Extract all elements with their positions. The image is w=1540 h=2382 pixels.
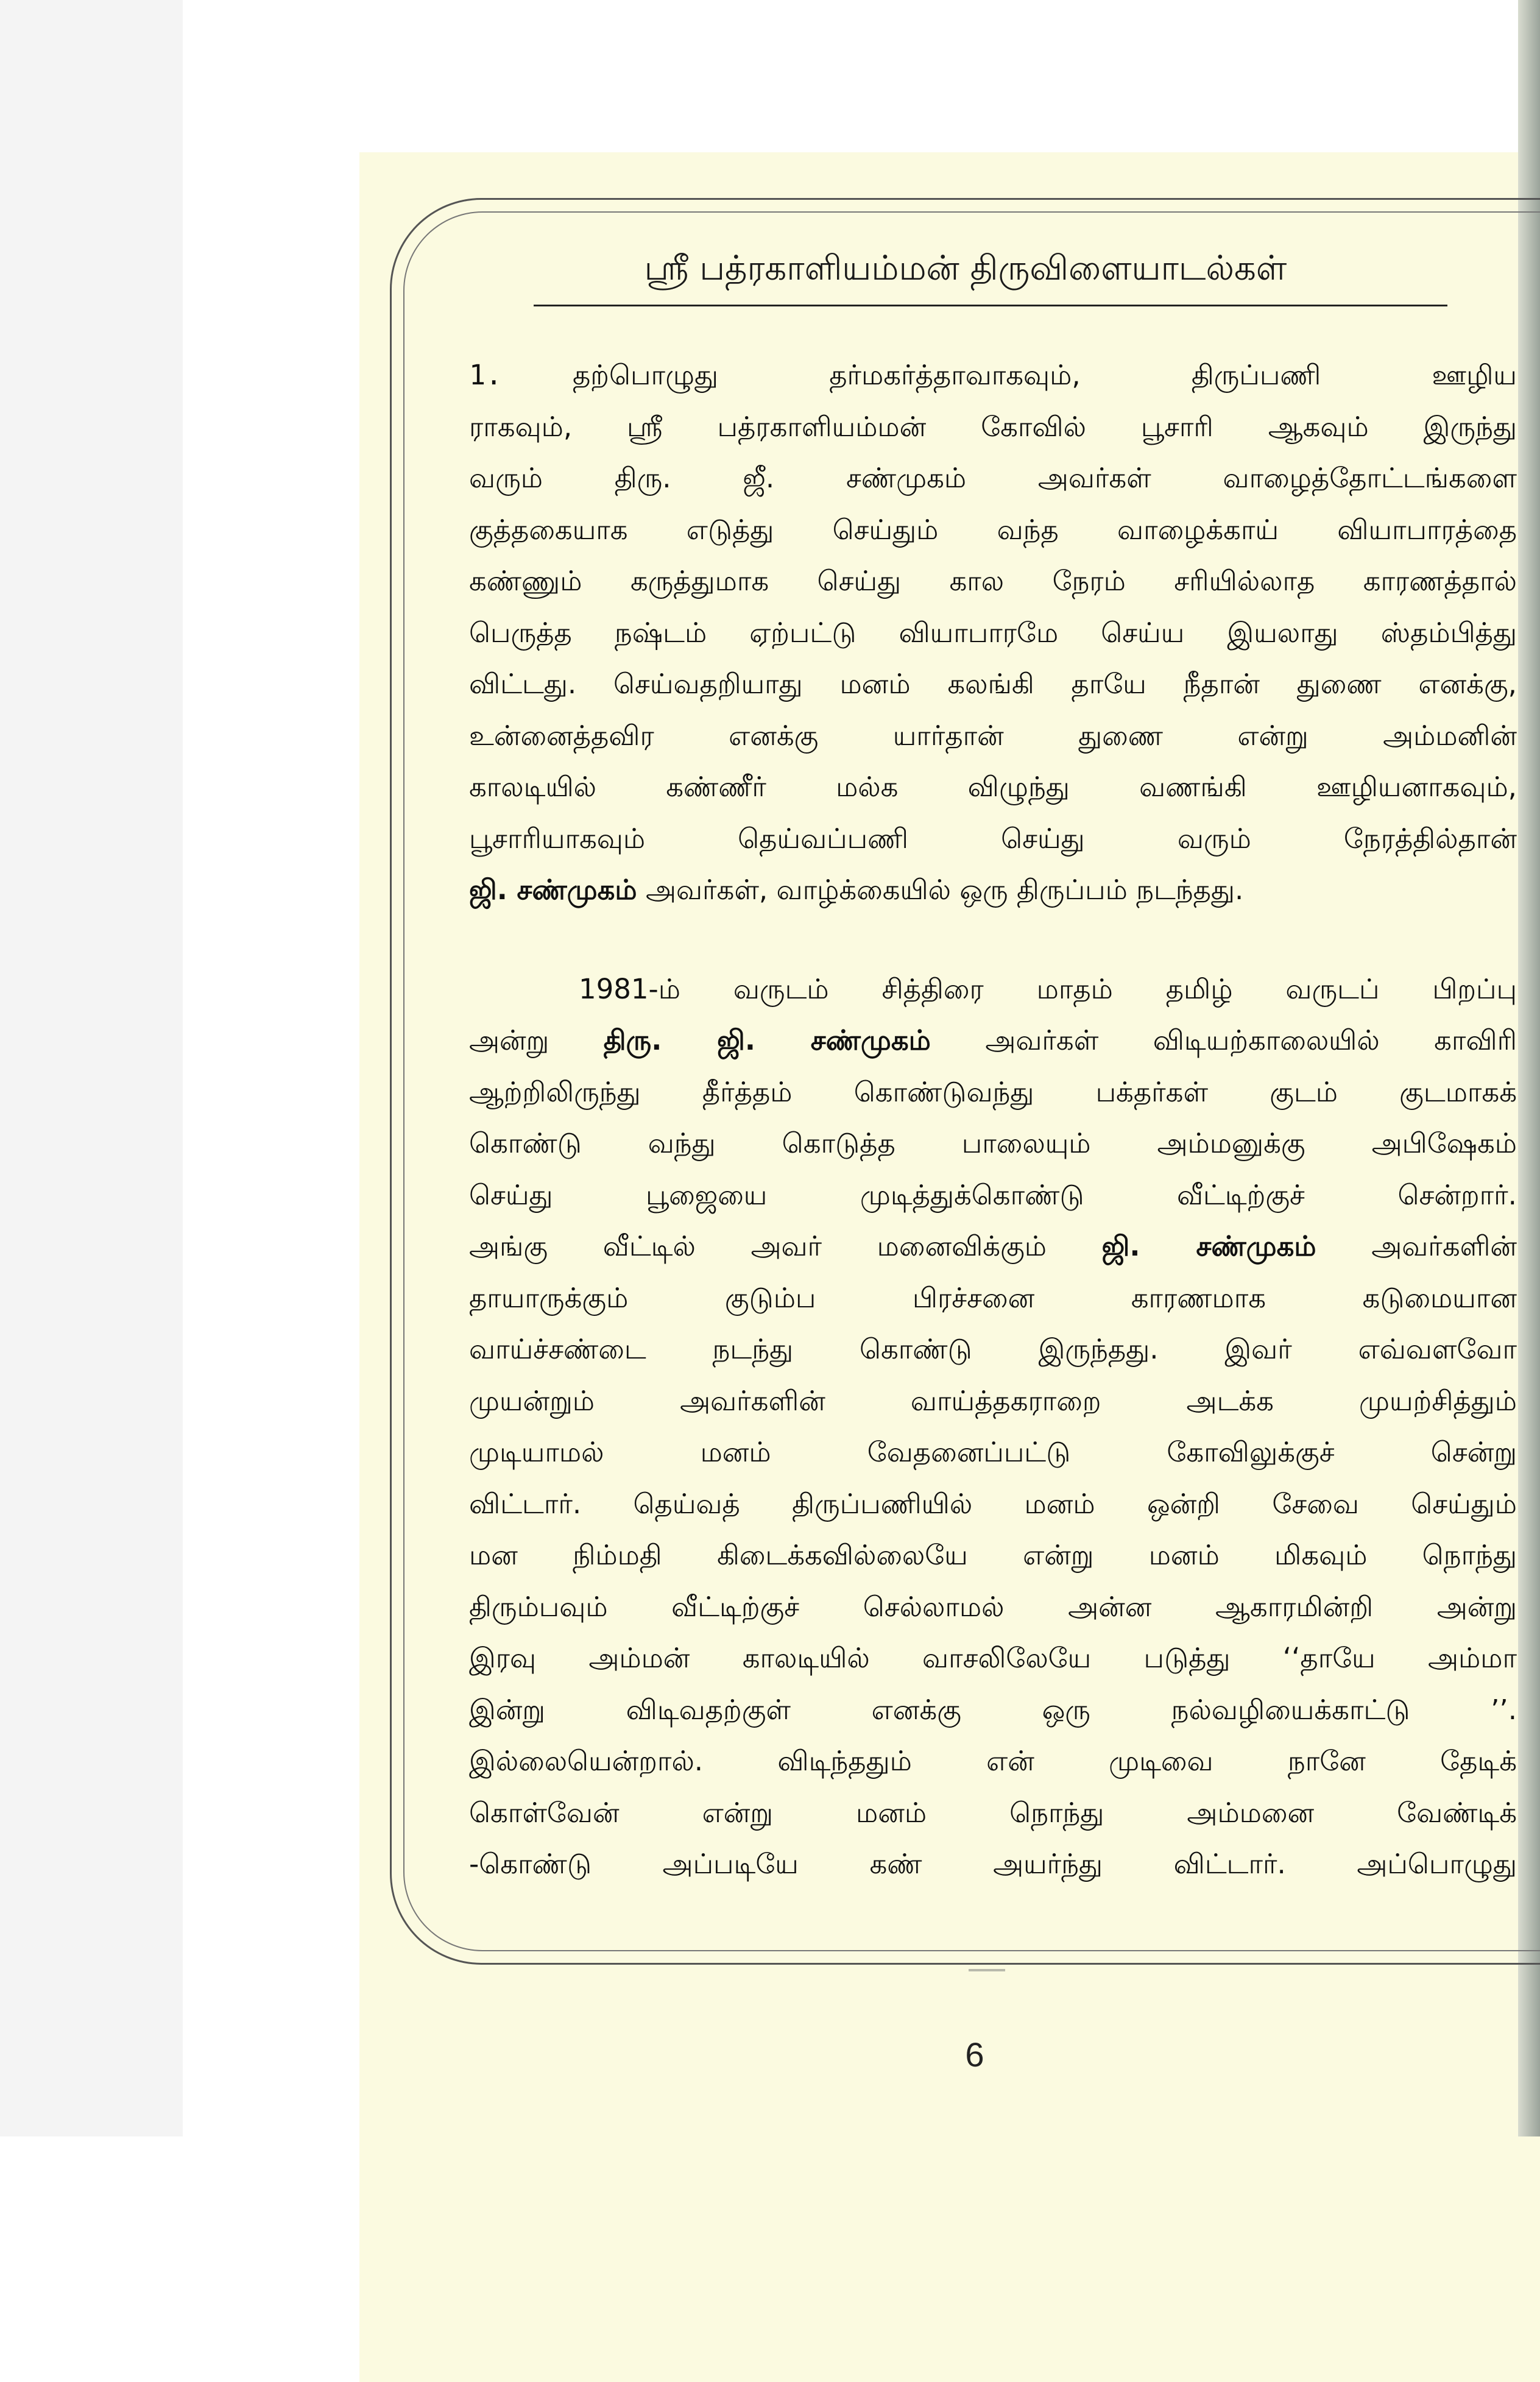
scan-margin-left xyxy=(0,0,183,2136)
paragraph-2-line-12: மன நிம்மதி கிடைக்கவில்லையே என்று மனம் மிகவும் நொந்து xyxy=(469,1539,1517,1571)
body-text xyxy=(469,350,1517,1890)
person-name-bold: ஜி. சண்முகம் xyxy=(1101,1230,1316,1262)
paragraph-1-line-10: பூசாரியாகவும் தெய்வப்பணி செய்து வரும் நேரத்தில்தான் xyxy=(469,822,1517,855)
paragraph-2-line-14: இரவு அம்மன் காலடியில் வாசலிலேயே படுத்து ‘‘தாயே அம்மா xyxy=(469,1642,1517,1674)
paragraph-2-line-4: கொண்டு வந்து கொடுத்த பாலையும் அம்மனுக்கு அபிஷேகம் xyxy=(469,1127,1517,1159)
paragraph-2-line-16: இல்லையென்றால். விடிந்ததும் என் முடிவை நானே தேடிக் xyxy=(469,1745,1517,1777)
print-bleed-mark xyxy=(969,1969,1005,1971)
paragraph-2-line-17: கொள்வேன் என்று மனம் நொந்து அம்மனை வேண்டிக் xyxy=(469,1796,1517,1829)
paragraph-2-line-10: முடியாமல் மனம் வேதனைப்பட்டு கோவிலுக்குச் சென்று xyxy=(469,1436,1517,1468)
paragraph-2-line-11: விட்டார். தெய்வத் திருப்பணியில் மனம் ஒன்றி சேவை செய்தும் xyxy=(469,1487,1517,1520)
paragraph-1-line-9: காலடியில் கண்ணீர் மல்க விழுந்து வணங்கி ஊழியனாகவும், xyxy=(469,771,1517,803)
paragraph-1-line-8: உன்னைத்தவிர எனக்கு யார்தான் துணை என்று அம்மனின் xyxy=(469,719,1517,752)
paragraph-2-line-6: அங்கு வீட்டில் அவர் மனைவிக்கும் ஜி. சண்முகம் அவர்களின் xyxy=(469,1230,1517,1262)
paragraph-2-line-7: தாயாருக்கும் குடும்ப பிரச்சனை காரணமாக கடுமையான xyxy=(469,1281,1517,1314)
paragraph-gap xyxy=(469,916,1517,964)
paragraph-1-line-7: விட்டது. செய்வதறியாது மனம் கலங்கி தாயே நீதான் துணை எனக்கு, xyxy=(469,668,1517,700)
paragraph-2-line-1: 1981-ம் வருடம் சித்திரை மாதம் தமிழ் வருடப் பிறப்பு xyxy=(579,972,1517,1005)
paragraph-2-line-13: திரும்பவும் வீட்டிற்குச் செல்லாமல் அன்ன ஆகாரமின்றி அன்று xyxy=(469,1590,1517,1623)
paragraph-1-line-6: பெருத்த நஷ்டம் ஏற்பட்டு வியாபாரமே செய்ய இயலாது ஸ்தம்பித்து xyxy=(469,616,1517,649)
person-name-bold: திரு. ஜி. சண்முகம் xyxy=(603,1024,931,1056)
paragraph-1-line-1: 1. தற்பொழுது தர்மகர்த்தாவாகவும், திருப்பணி ஊழிய xyxy=(469,350,1517,401)
page-title: ஸ்ரீ பத்ரகாளியம்மன் திருவிளையாடல்கள் xyxy=(644,249,1287,288)
paragraph-2-line-5: செய்து பூஜையை முடித்துக்கொண்டு வீட்டிற்குச் சென்றார். xyxy=(469,1178,1517,1211)
paragraph-1-line-11: ஜி. சண்முகம் அவர்கள், வாழ்க்கையில் ஒரு திருப்பம் நடந்தது. xyxy=(469,874,1244,906)
paragraph-1-line-5: கண்ணும் கருத்துமாக செய்து கால நேரம் சரியில்லாத காரணத்தால் xyxy=(469,565,1517,597)
list-number: 1. xyxy=(469,359,503,391)
person-name-bold: ஜி. சண்முகம் xyxy=(469,874,637,906)
paragraph-2-line-18: -கொண்டு அப்படியே கண் அயர்ந்து விட்டார். அப்பொழுது xyxy=(469,1848,1517,1880)
paragraph-2-line-2: அன்று திரு. ஜி. சண்முகம் அவர்கள் விடியற்காலையில் காவிரி xyxy=(469,1024,1517,1056)
paragraph-2-line-3: ஆற்றிலிருந்து தீர்த்தம் கொண்டுவந்து பக்தர்கள் குடம் குடமாகக் xyxy=(469,1075,1517,1108)
paragraph-2-line-8: வாய்ச்சண்டை நடந்து கொண்டு இருந்தது. இவர் எவ்வளவோ xyxy=(469,1333,1517,1365)
page-number: 6 xyxy=(965,2035,984,2074)
paragraph-1-line-4: குத்தகையாக எடுத்து செய்தும் வந்த வாழைக்காய் வியாபாரத்தை xyxy=(469,513,1517,546)
title-underline xyxy=(534,305,1447,306)
paragraph-1-line-3: வரும் திரு. ஜீ. சண்முகம் அவர்கள் வாழைத்தோட்டங்களை xyxy=(469,462,1517,494)
paragraph-2-line-9: முயன்றும் அவர்களின் வாய்த்தகராறை அடக்க முயற்சித்தும் xyxy=(469,1384,1517,1417)
paragraph-1-line-2: ராகவும், ஸ்ரீ பத்ரகாளியம்மன் கோவில் பூசாரி ஆகவும் இருந்து xyxy=(469,410,1517,443)
paragraph-2-line-15: இன்று விடிவதற்குள் எனக்கு ஒரு நல்வழியைக்காட்டு ’’. xyxy=(469,1693,1517,1726)
